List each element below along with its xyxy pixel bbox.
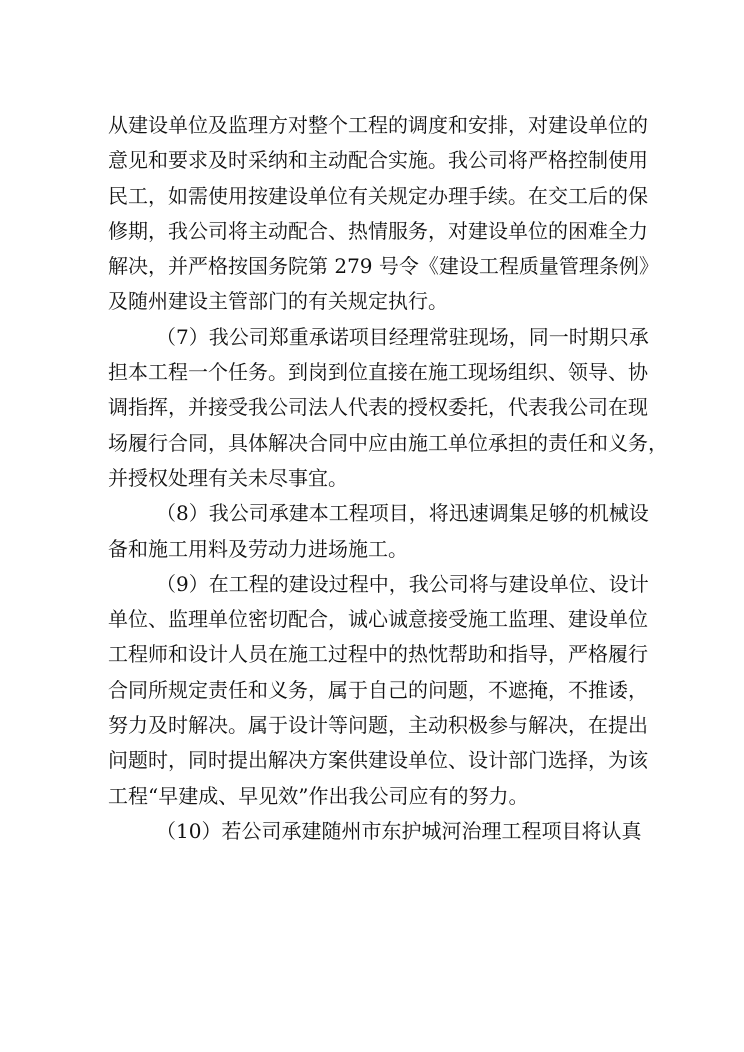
text-line: 及随州建设主管部门的有关规定执行。 bbox=[108, 289, 448, 314]
paragraph-item-10 bbox=[108, 814, 640, 849]
text-line: 担本工程一个任务。到岗到位直接在施工现场组织、领导、协 bbox=[108, 360, 648, 385]
text-line: 修期，我公司将主动配合、热情服务，对建设单位的困难全力 bbox=[108, 218, 648, 243]
text-line: 解决，并严格按国务院第 279 号令《建设工程质量管理条例》 bbox=[108, 254, 659, 279]
text-line: 调指挥，并接受我公司法人代表的授权委托，代表我公司在现 bbox=[108, 395, 648, 420]
body-text bbox=[108, 108, 668, 849]
text-line: （7）我公司郑重承诺项目经理常驻现场，同一时期只承 bbox=[156, 324, 649, 349]
text-line: 并授权处理有关未尽事宜。 bbox=[108, 465, 348, 490]
paragraph-item-9 bbox=[108, 567, 649, 814]
text-line: 备和施工用料及劳动力进场施工。 bbox=[108, 536, 408, 561]
text-line: （10）若公司承建随州市东护城河治理工程项目将认真 bbox=[156, 818, 642, 843]
text-line: 单位、监理单位密切配合，诚心诚意接受施工监理、建设单位 bbox=[108, 607, 648, 632]
paragraph-item-7 bbox=[108, 320, 668, 496]
paragraph-continuation bbox=[108, 108, 659, 320]
text-line: 民工，如需使用按建设单位有关规定办理手续。在交工后的保 bbox=[108, 183, 648, 208]
text-line: 意见和要求及时采纳和主动配合实施。我公司将严格控制使用 bbox=[108, 148, 648, 173]
text-line: 场履行合同，具体解决合同中应由施工单位承担的责任和义务， bbox=[108, 430, 668, 455]
text-line: 工程“早建成、早见效”作出我公司应有的努力。 bbox=[108, 783, 529, 808]
text-line: （9）在工程的建设过程中，我公司将与建设单位、设计 bbox=[156, 571, 649, 596]
text-line: 从建设单位及监理方对整个工程的调度和安排，对建设单位的 bbox=[108, 113, 648, 137]
text-line: （8）我公司承建本工程项目，将迅速调集足够的机械设 bbox=[156, 501, 649, 526]
paragraph-item-8 bbox=[108, 496, 649, 567]
text-line: 合同所规定责任和义务，属于自己的问题，不遮掩，不推诿， bbox=[108, 677, 648, 702]
text-line: 问题时，同时提出解决方案供建设单位、设计部门选择，为该 bbox=[108, 748, 648, 773]
text-line: 努力及时解决。属于设计等问题，主动积极参与解决，在提出 bbox=[108, 713, 648, 738]
text-line: 工程师和设计人员在施工过程中的热忱帮助和指导，严格履行 bbox=[108, 642, 648, 667]
